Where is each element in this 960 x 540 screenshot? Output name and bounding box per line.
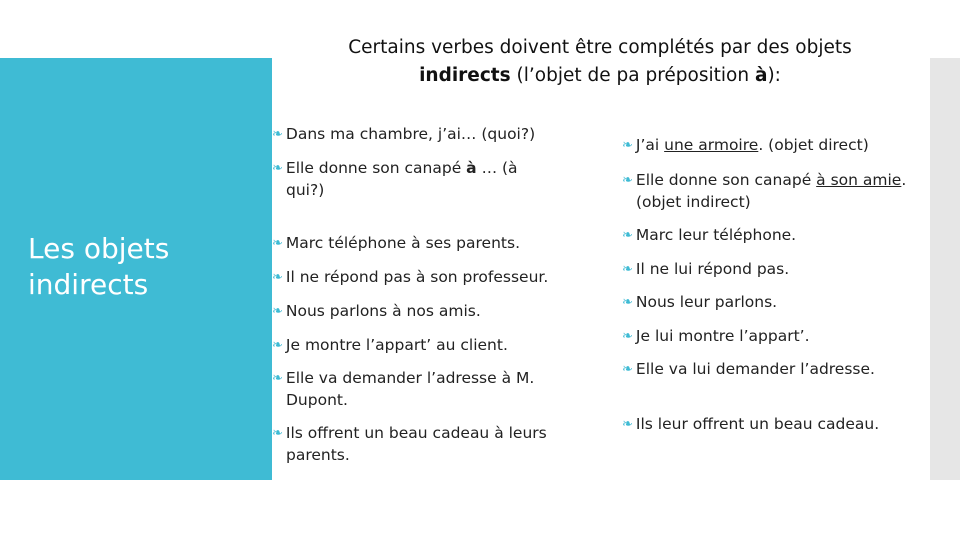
- left-bullet-continuation: qui?): [286, 181, 325, 199]
- bullet-icon: ❧: [622, 295, 633, 310]
- right-bullet-underlined: à son amie: [816, 171, 902, 189]
- bullet-icon: ❧: [272, 236, 283, 251]
- slide-title: [280, 34, 920, 90]
- bullet-icon: ❧: [272, 270, 283, 285]
- bullet-icon: ❧: [272, 371, 283, 386]
- left-bullet-6: [272, 335, 508, 357]
- right-bullet-7: [622, 359, 875, 381]
- right-bullet-text: Il ne lui répond pas.: [635, 260, 790, 278]
- bullet-icon: ❧: [622, 228, 633, 243]
- left-bullet-bold: à: [466, 159, 477, 177]
- right-bullet-text: Nous leur parlons.: [635, 293, 778, 311]
- bullet-icon: ❧: [622, 138, 633, 153]
- bullet-icon: ❧: [622, 173, 633, 188]
- bullet-icon: ❧: [272, 426, 283, 441]
- side-title: Les objets indirects: [28, 232, 170, 301]
- title-middle: (l’objet de pa préposition: [510, 65, 755, 86]
- right-bullet-text-end: . (objet direct): [758, 136, 869, 154]
- bullet-icon: ❧: [272, 161, 283, 176]
- bullet-icon: ❧: [272, 127, 283, 142]
- right-bullet-text: Ils leur offrent un beau cadeau.: [635, 415, 880, 433]
- left-bullet-1: [272, 124, 535, 146]
- left-bullet-continuation: parents.: [286, 446, 350, 464]
- left-accent-panel: [0, 58, 272, 480]
- right-bullet-6: [622, 326, 810, 348]
- right-bullet-text: J’ai: [635, 136, 665, 154]
- right-bullet-text: Marc leur téléphone.: [635, 226, 797, 244]
- title-bold-a: à: [754, 65, 768, 86]
- bullet-icon: ❧: [272, 338, 283, 353]
- left-bullet-text: Dans ma chambre, j’ai… (quoi?): [285, 125, 536, 143]
- left-bullet-text: Je montre l’appart’ au client.: [285, 336, 508, 354]
- right-bullet-text: Elle donne son canapé: [635, 171, 817, 189]
- left-bullet-3: [272, 233, 520, 255]
- right-bullet-text: Elle va lui demander l’adresse.: [635, 360, 875, 378]
- right-bullet-4: [622, 259, 789, 281]
- title-bold-word: indirects: [419, 65, 511, 86]
- left-bullet-text: Elle va demander l’adresse à M.: [285, 369, 535, 387]
- right-bullet-text: Je lui montre l’appart’.: [635, 327, 810, 345]
- left-bullet-text: Marc téléphone à ses parents.: [285, 234, 520, 252]
- bullet-icon: ❧: [622, 417, 633, 432]
- right-grey-bar: [930, 58, 960, 480]
- left-bullet-text: Nous parlons à nos amis.: [285, 302, 481, 320]
- right-bullet-underlined: une armoire: [664, 136, 759, 154]
- bullet-icon: ❧: [622, 262, 633, 277]
- right-bullet-continuation: (objet indirect): [636, 193, 751, 211]
- title-line-1: Certains verbes doivent être complétés par des objets: [348, 37, 852, 58]
- left-bullet-8: [272, 423, 547, 466]
- right-bullet-3: [622, 225, 796, 247]
- bullet-icon: ❧: [622, 362, 633, 377]
- right-bullet-1: [622, 135, 869, 157]
- left-bullet-text: Ils offrent un beau cadeau à leurs: [285, 424, 547, 442]
- bullet-icon: ❧: [272, 304, 283, 319]
- left-bullet-7: [272, 368, 534, 411]
- right-bullet-5: [622, 292, 777, 314]
- left-bullet-4: [272, 267, 548, 289]
- right-bullet-text-end: .: [901, 171, 907, 189]
- title-end: ):: [767, 65, 781, 86]
- right-bullet-8: [622, 414, 879, 436]
- left-bullet-text: Il ne répond pas à son professeur.: [285, 268, 549, 286]
- left-bullet-text-end: … (à: [476, 159, 518, 177]
- left-bullet-continuation: Dupont.: [286, 391, 348, 409]
- right-bullet-2: [622, 170, 906, 213]
- left-bullet-2: [272, 158, 518, 201]
- bullet-icon: ❧: [622, 329, 633, 344]
- left-bullet-text: Elle donne son canapé: [285, 159, 467, 177]
- title-line-2: [280, 62, 920, 90]
- left-bullet-5: [272, 301, 481, 323]
